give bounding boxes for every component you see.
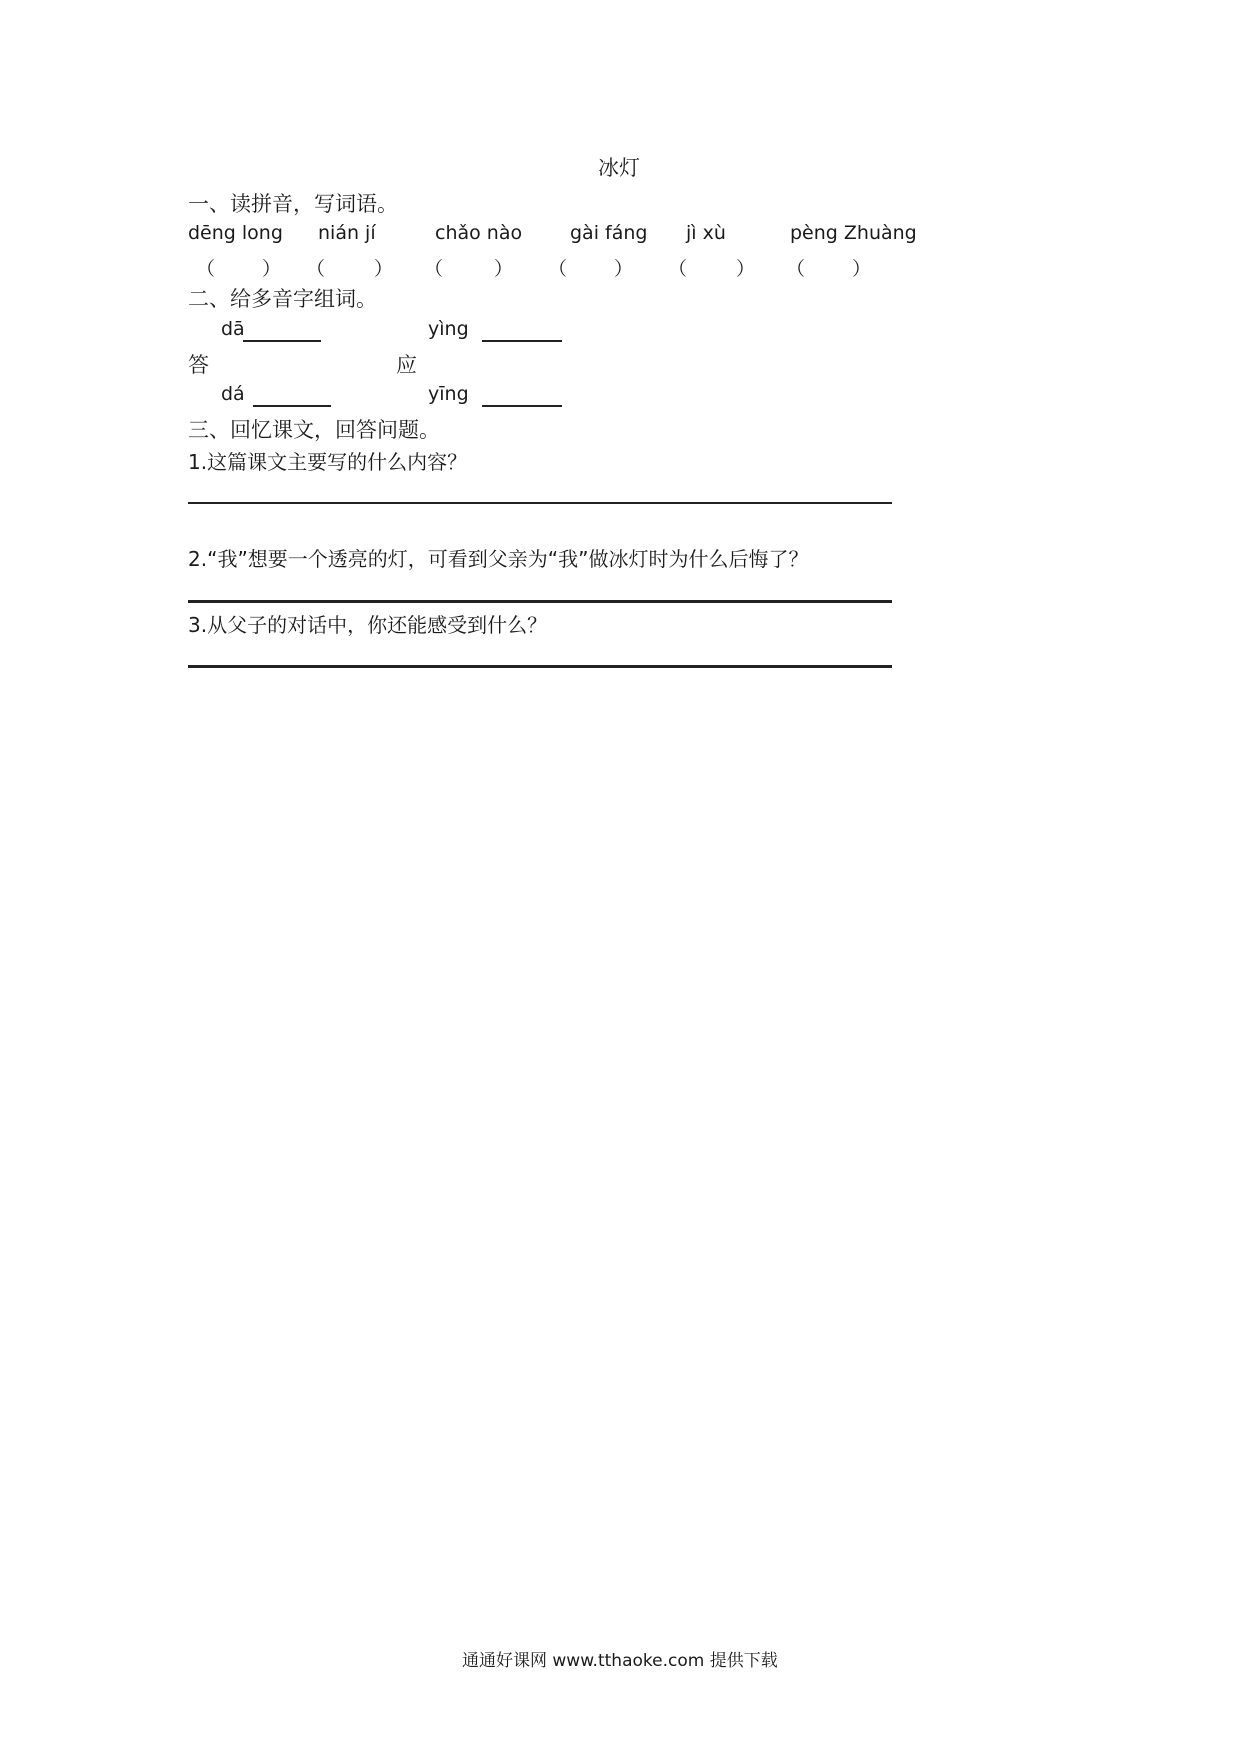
paren-open: （ — [424, 258, 444, 280]
answer-line-ying1[interactable] — [482, 405, 562, 407]
pinyin-3: chǎo nào — [435, 222, 523, 244]
pinyin-5: jì xù — [686, 222, 726, 244]
pinyin-6: pèng Zhuàng — [790, 222, 917, 244]
answer-line-da2[interactable] — [253, 405, 331, 407]
paren-close: ） — [374, 258, 394, 280]
paren-close: ） — [262, 258, 282, 280]
answer-line-q2[interactable] — [188, 600, 892, 603]
paren-close: ） — [614, 258, 634, 280]
paren-open: （ — [786, 258, 806, 280]
paren-open: （ — [196, 258, 216, 280]
pinyin-2: nián jí — [318, 222, 376, 244]
answer-line-da1[interactable] — [243, 340, 321, 342]
question-1: 1.这篇课文主要写的什么内容？ — [188, 450, 468, 474]
question-2: 2.“我”想要一个透亮的灯，可看到父亲为“我”做冰灯时为什么后悔了？ — [188, 547, 809, 571]
answer-line-q3[interactable] — [188, 665, 892, 668]
paren-close: ） — [494, 258, 514, 280]
paren-open: （ — [548, 258, 568, 280]
question-3: 3.从父子的对话中，你还能感受到什么？ — [188, 613, 548, 637]
pinyin-1: dēng long — [188, 222, 283, 244]
paren-close: ） — [736, 258, 756, 280]
polyphone-char-da: 答 — [188, 353, 209, 377]
reading-da1: dā — [221, 318, 245, 340]
pinyin-4: gài fáng — [570, 222, 648, 244]
paren-open: （ — [306, 258, 326, 280]
reading-da2: dá — [221, 383, 245, 405]
section-2-heading: 二、给多音字组词。 — [188, 287, 377, 311]
answer-line-q1[interactable] — [188, 502, 892, 504]
reading-ying4: yìng — [428, 318, 469, 340]
footer-source: 通通好课网 www.tthaoke.com 提供下载 — [462, 1651, 778, 1671]
page-title: 冰灯 — [598, 156, 640, 180]
paren-open: （ — [668, 258, 688, 280]
section-3-heading: 三、回忆课文，回答问题。 — [188, 418, 440, 442]
polyphone-char-ying: 应 — [396, 353, 417, 377]
section-1-heading: 一、读拼音，写词语。 — [188, 192, 398, 216]
answer-line-ying4[interactable] — [482, 340, 562, 342]
paren-close: ） — [852, 258, 872, 280]
reading-ying1: yīng — [428, 383, 469, 405]
